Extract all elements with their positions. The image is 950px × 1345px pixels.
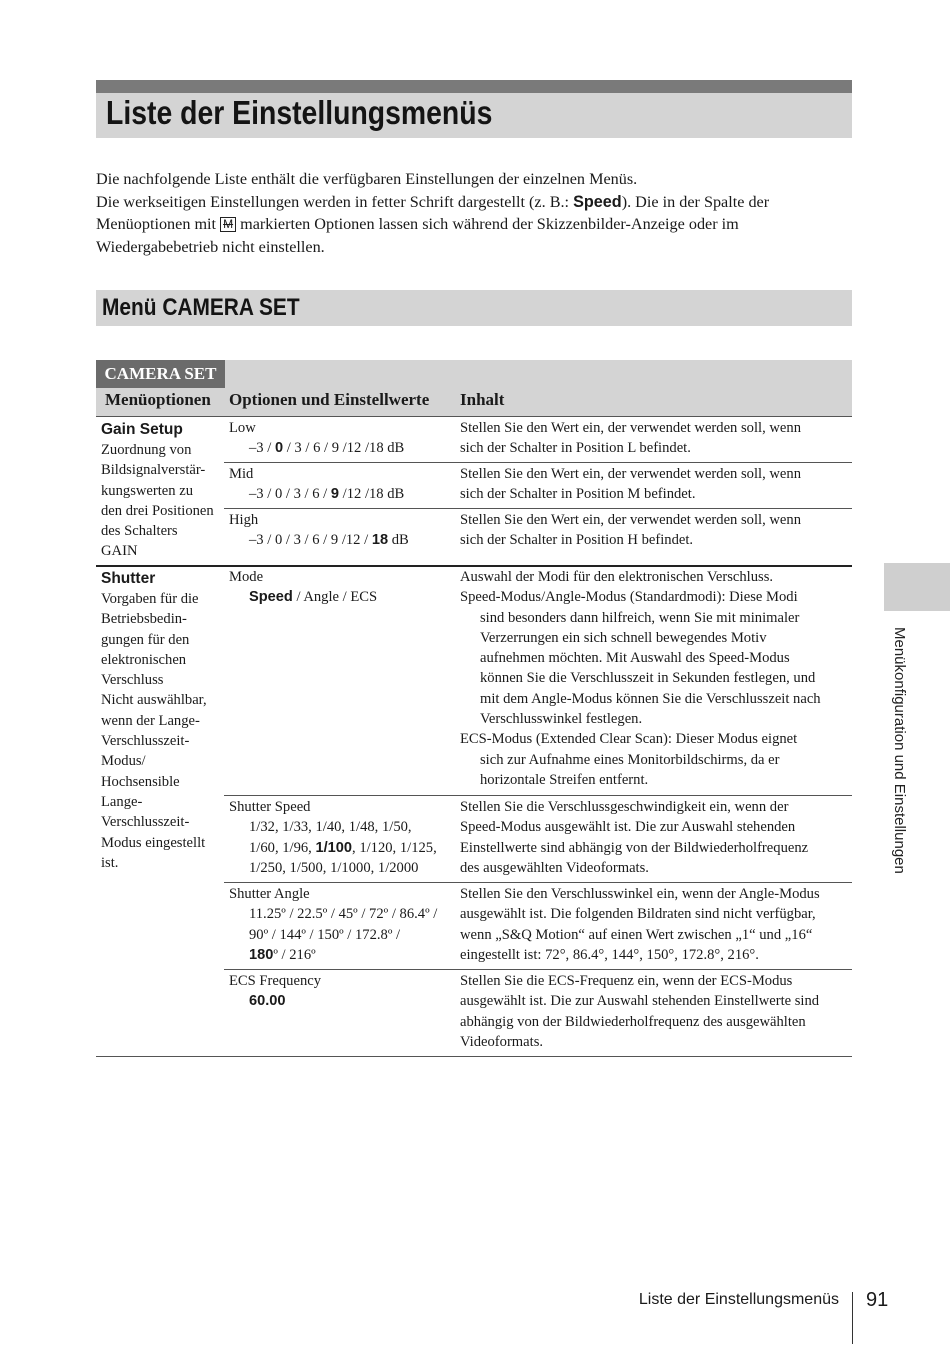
option-mid — [229, 464, 455, 505]
option-default-value: 60.00 — [249, 993, 286, 1010]
content-line: horizontale Streifen entfernt. — [480, 771, 649, 788]
option-value-text: 1/60, 1/96, — [249, 839, 316, 856]
option-label: Shutter Angle — [229, 886, 310, 902]
option-value-text: / 3 / 6 / 9 /12 /18 dB — [283, 440, 405, 457]
intro-text: ). Die in der Spalte der — [621, 192, 770, 211]
menu-item-desc-line: GAIN — [101, 543, 138, 560]
option-label: Low — [229, 420, 256, 436]
option-values — [229, 587, 455, 607]
option-values — [229, 438, 455, 458]
menu-item-desc-line: Modus eingestellt — [101, 834, 206, 851]
menu-item-gain-setup — [101, 419, 223, 562]
content-line: eingestellt ist: 72°, 86.4°, 144°, 150°, 172.8°, 216°. — [460, 946, 759, 963]
content-line: ausgewählt ist. Die zur Auswahl stehenden Einstellwerte sind — [460, 993, 820, 1010]
content-line: Stellen Sie die ECS-Frequenz ein, wenn der ECS-Modus — [460, 973, 793, 989]
table-tag: CAMERA SET — [96, 360, 225, 388]
content-line: des ausgewählten Videoformats. — [460, 859, 649, 876]
option-mode — [229, 567, 455, 608]
content-line: Stellen Sie den Wert ein, der verwendet werden soll, wenn — [460, 466, 802, 482]
menu-item-desc-line: Nicht auswählbar, — [101, 692, 207, 709]
option-values: 11.25º / 22.5º / 45º / 72º / 86.4º / — [249, 906, 438, 923]
option-values — [229, 838, 455, 858]
content-line: Speed-Modus/Angle-Modus (Standardmodi): Diese Modi — [460, 589, 798, 606]
option-default-value: 1/100 — [315, 839, 353, 856]
footer-divider — [852, 1292, 853, 1344]
option-value-text: /12 /18 dB — [339, 486, 405, 503]
option-label: Shutter Speed — [229, 799, 311, 815]
option-values: 1/250, 1/500, 1/1000, 1/2000 — [249, 859, 419, 876]
table-bottom-rule — [96, 1056, 852, 1057]
content-line: ausgewählt ist. Die folgenden Bildraten sind nicht verfügbar, — [460, 906, 816, 923]
content-low — [460, 418, 852, 459]
intro-line — [96, 191, 856, 214]
content-line: Stellen Sie den Wert ein, der verwendet werden soll, wenn — [460, 420, 802, 436]
option-high — [229, 510, 455, 551]
option-ecs-frequency — [229, 971, 455, 1012]
row-rule — [224, 969, 852, 970]
option-default-value: 0 — [274, 440, 284, 457]
thumbnail-restriction-icon: M — [220, 217, 236, 232]
menu-item-desc-line: Modus/ — [101, 753, 146, 770]
option-default-value: 180 — [249, 946, 274, 963]
menu-item-desc-line: gungen für den — [101, 631, 190, 648]
row-rule — [224, 508, 852, 509]
content-shutter-speed — [460, 797, 852, 878]
content-line: Stellen Sie den Verschlusswinkel ein, wenn der Angle-Modus — [460, 886, 820, 902]
table-rule — [96, 416, 852, 417]
content-shutter-angle — [460, 884, 852, 965]
row-rule — [224, 795, 852, 796]
option-values — [229, 991, 455, 1011]
intro-text: Die werkseitigen Einstellungen werden in fetter Schrift dargestellt (z. B.: — [96, 192, 574, 211]
content-line: aufnehmen möchten. Mit Auswahl des Speed-Modus — [480, 650, 790, 667]
content-line: Stellen Sie den Wert ein, der verwendet werden soll, wenn — [460, 512, 802, 528]
option-values — [229, 484, 455, 504]
option-label: Mode — [229, 569, 264, 585]
option-default-value: Speed — [249, 589, 293, 606]
menu-item-desc-line: des Schalters — [101, 523, 178, 540]
footer-title: Liste der Einstellungsmenüs — [638, 1291, 839, 1308]
intro-paragraph — [96, 168, 856, 258]
column-header-menu: Menüoptionen — [105, 390, 211, 409]
content-line: sich zur Aufnahme eines Monitorbildschirms, da er — [480, 751, 780, 768]
menu-item-desc-line: Hochsensible — [101, 773, 180, 790]
option-value-text: º / 216º — [273, 946, 316, 963]
intro-text: markierten Optionen lassen sich während der Skizzenbilder-Anzeige oder im — [240, 215, 739, 233]
menu-item-desc-line: Lange- — [101, 793, 143, 810]
option-value-text: / Angle / ECS — [292, 589, 378, 606]
content-line: Auswahl der Modi für den elektronischen Verschluss. — [460, 569, 774, 585]
menu-item-desc-line: Bildsignalverstär- — [101, 462, 206, 479]
content-line: können Sie die Verschlusszeit in Sekunden festlegen, und — [480, 670, 816, 687]
section-title: Menü CAMERA SET — [102, 294, 300, 321]
option-shutter-angle — [229, 884, 455, 965]
menu-item-desc-line: Betriebsbedin- — [101, 611, 187, 628]
option-values: 90º / 144º / 150º / 172.8º / — [249, 926, 401, 943]
option-low — [229, 418, 455, 459]
option-values — [229, 530, 455, 550]
option-shutter-speed — [229, 797, 455, 878]
content-line: Einstellwerte sind abhängig von der Bildwiederholfrequenz — [460, 839, 809, 856]
intro-text: Menüoptionen mit — [96, 215, 217, 233]
content-line: sich der Schalter in Position H befindet. — [460, 532, 694, 549]
content-line: sind besonders dann hilfreich, wenn Sie mit minimaler — [480, 609, 800, 626]
row-rule — [224, 462, 852, 463]
intro-line: Wiedergabebetrieb nicht einstellen. — [96, 237, 325, 256]
content-line: Speed-Modus ausgewählt ist. Die zur Auswahl stehenden — [460, 819, 796, 836]
column-header-content: Inhalt — [460, 390, 505, 409]
content-line: Videoformats. — [460, 1033, 544, 1050]
option-default-value: 9 — [330, 486, 340, 503]
content-line: Verzerrungen ein sich schnell bewegendes Motiv — [480, 629, 767, 646]
menu-item-desc-line: Vorgaben für die — [101, 591, 199, 607]
menu-item-desc-line: Verschluss — [101, 672, 164, 689]
content-line: sich der Schalter in Position L befindet. — [460, 440, 691, 457]
option-values — [229, 945, 455, 965]
intro-line: Die nachfolgende Liste enthält die verfügbaren Einstellungen der einzelnen Menüs. — [96, 170, 638, 188]
menu-item-desc-line: kungswerten zu — [101, 482, 193, 499]
menu-item-desc-line: Zuordnung von — [101, 442, 192, 458]
content-line: wenn „S&Q Motion“ auf einen Wert zwischen „1“ und „16“ — [460, 926, 813, 943]
content-line: mit dem Angle-Modus können Sie die Verschlusszeit nach — [480, 690, 821, 707]
option-label: High — [229, 512, 259, 528]
option-value-text: dB — [388, 532, 409, 549]
content-line: sich der Schalter in Position M befindet. — [460, 486, 696, 503]
page-title: Liste der Einstellungsmenüs — [106, 94, 493, 131]
option-label: Mid — [229, 466, 254, 482]
option-value-text: –3 / 0 / 3 / 6 / — [249, 486, 331, 503]
page-number: 91 — [866, 1289, 889, 1311]
menu-item-shutter — [101, 568, 223, 873]
content-ecs-frequency — [460, 971, 852, 1052]
row-rule — [224, 882, 852, 883]
option-value-text: , 1/120, 1/125, — [352, 839, 437, 856]
menu-item-desc-line: den drei Positionen — [101, 502, 214, 519]
menu-item-desc-line: elektronischen — [101, 651, 187, 668]
intro-line — [96, 213, 856, 236]
content-mode — [460, 567, 852, 790]
menu-item-desc-line: wenn der Lange- — [101, 712, 200, 729]
option-label: ECS Frequency — [229, 973, 322, 989]
option-default-value: 18 — [371, 532, 389, 549]
content-high — [460, 510, 852, 551]
chapter-label: Menükonfiguration und Einstellungen — [891, 627, 908, 874]
column-header-options: Optionen und Einstellwerte — [229, 390, 430, 409]
content-mid — [460, 464, 852, 505]
menu-item-desc-line: ist. — [101, 854, 119, 871]
content-line: Verschlusswinkel festlegen. — [480, 711, 643, 728]
chapter-tab — [884, 563, 950, 611]
content-line: abhängig von der Bildwiederholfrequenz des ausgewählten — [460, 1013, 806, 1030]
menu-item-title: Gain Setup — [101, 421, 183, 438]
intro-example-bold: Speed — [573, 192, 622, 211]
menu-item-desc-line: Verschlusszeit- — [101, 733, 190, 750]
content-line: Stellen Sie die Verschlussgeschwindigkeit ein, wenn der — [460, 799, 789, 815]
option-value-text: –3 / — [249, 440, 275, 457]
option-values: 1/32, 1/33, 1/40, 1/48, 1/50, — [249, 819, 412, 836]
content-line: ECS-Modus (Extended Clear Scan): Dieser Modus eignet — [460, 731, 798, 748]
option-value-text: –3 / 0 / 3 / 6 / 9 /12 / — [249, 532, 372, 549]
menu-item-title: Shutter — [101, 570, 156, 587]
menu-item-desc-line: Verschlusszeit- — [101, 814, 190, 831]
